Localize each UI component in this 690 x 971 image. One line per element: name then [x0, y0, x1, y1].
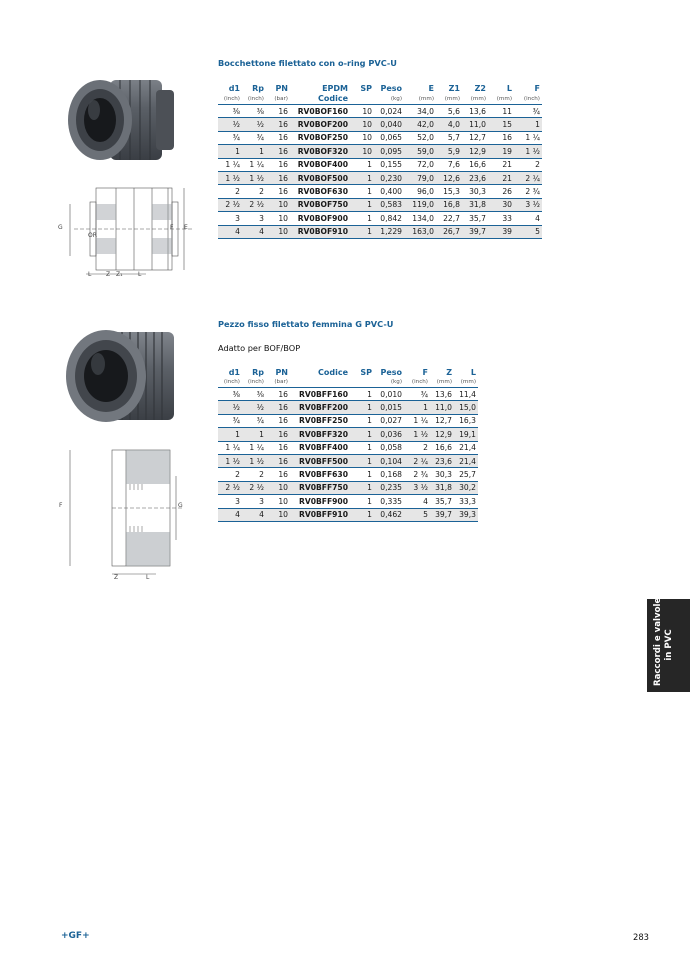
product-code-cell: RV0BFF400 [290, 441, 350, 454]
table-cell: 1 ½ [218, 171, 242, 184]
table-cell: 10 [266, 508, 290, 521]
drawing1-label-e: E [184, 224, 188, 231]
product-code-cell: RV0BOF500 [290, 171, 350, 184]
table-cell: 10 [350, 118, 374, 131]
table-cell: 35,7 [430, 495, 454, 508]
unit-header: (bar) [266, 94, 290, 105]
unit-header: (inch) [242, 94, 266, 105]
table-cell: 16,3 [454, 414, 478, 427]
section1-table [218, 84, 542, 239]
table-cell: ½ [218, 118, 242, 131]
table-cell: 2 [514, 158, 542, 171]
table-cell: 34,0 [404, 105, 436, 118]
table-cell: 35,7 [462, 212, 488, 225]
table-cell: 16 [266, 171, 290, 184]
table-row [218, 212, 542, 225]
table-cell: 21,4 [454, 454, 478, 467]
section2-unit-row [218, 378, 478, 388]
brand-logo: +GF+ [61, 931, 90, 941]
product-code-cell: RV0BFF750 [290, 481, 350, 494]
table-cell: 5 [514, 225, 542, 238]
product-code-cell: RV0BFF320 [290, 428, 350, 441]
page-number: 283 [633, 932, 649, 942]
drawing1-label-l2: L [138, 271, 142, 278]
table-cell: 1 [350, 198, 374, 211]
table-row [218, 185, 542, 198]
table-cell: 0,040 [374, 118, 404, 131]
table-cell: 0,027 [374, 414, 404, 427]
table-cell: 3 [218, 495, 242, 508]
table-cell: 15,0 [454, 401, 478, 414]
unit-header: (mm) [430, 378, 454, 388]
section1-table-container [218, 84, 542, 239]
table-cell: 1 ½ [218, 454, 242, 467]
table-cell: 163,0 [404, 225, 436, 238]
col-header: PN [275, 84, 288, 93]
table-cell: 96,0 [404, 185, 436, 198]
table-cell: 12,9 [462, 145, 488, 158]
table-row [218, 468, 478, 481]
product-code-cell: RV0BOF200 [290, 118, 350, 131]
table-cell: 2 [218, 185, 242, 198]
table-row [218, 158, 542, 171]
product-code-cell: RV0BOF160 [290, 105, 350, 118]
unit-header: (kg) [374, 378, 404, 388]
table-cell: 4 [514, 212, 542, 225]
table-cell: 1 ¼ [242, 158, 266, 171]
table-cell: 1 [242, 145, 266, 158]
table-cell: 1 [350, 468, 374, 481]
table-cell: 5,7 [436, 131, 462, 144]
col-header: Peso [380, 84, 402, 93]
table-cell: 0,230 [374, 171, 404, 184]
table-cell: 4 [218, 225, 242, 238]
table-cell: 30 [488, 198, 514, 211]
col-header: F [534, 84, 540, 93]
section1-unit-row [218, 94, 542, 105]
table-cell: 23,6 [430, 454, 454, 467]
table-cell: ¾ [242, 414, 266, 427]
unit-header: (inch) [404, 378, 430, 388]
table-cell: 1 [350, 388, 374, 401]
product-code-cell: RV0BFF160 [290, 388, 350, 401]
table-cell: 1 [350, 481, 374, 494]
table-cell: 0,065 [374, 131, 404, 144]
product-code-cell: RV0BOF900 [290, 212, 350, 225]
table-row [218, 454, 478, 467]
product-code-cell: RV0BOF750 [290, 198, 350, 211]
table-cell: 4 [218, 508, 242, 521]
col-header: SP [360, 368, 372, 377]
table-cell: 16 [266, 401, 290, 414]
table-cell: 30,3 [462, 185, 488, 198]
table-row [218, 495, 478, 508]
col-header: Codice [317, 368, 348, 377]
table-cell: 1 [350, 454, 374, 467]
table-cell: 31,8 [430, 481, 454, 494]
table-cell: 12,6 [436, 171, 462, 184]
table-cell: ½ [242, 401, 266, 414]
table-cell: 2 ¼ [514, 171, 542, 184]
table-cell: 1 [242, 428, 266, 441]
product-code-cell: RV0BOF250 [290, 131, 350, 144]
table-row [218, 171, 542, 184]
table-cell: 16 [266, 441, 290, 454]
section2-table-container [218, 368, 478, 522]
side-tab-line1: Raccordi e valvole [653, 597, 663, 686]
section2-subtitle: Adatto per BOF/BOP [218, 343, 301, 353]
table-row [218, 508, 478, 521]
table-cell: 1 [350, 212, 374, 225]
table-cell: 4 [242, 225, 266, 238]
table-cell: 11,0 [430, 401, 454, 414]
table-cell: 79,0 [404, 171, 436, 184]
table-cell: 1 [404, 401, 430, 414]
product-code-cell: RV0BOF320 [290, 145, 350, 158]
table-cell: 10 [266, 198, 290, 211]
product-code-cell: RV0BOF630 [290, 185, 350, 198]
table-cell: ¾ [242, 131, 266, 144]
table-cell: ⅜ [218, 105, 242, 118]
unit-header: (bar) [266, 378, 290, 388]
unit-header [350, 94, 374, 105]
table-cell: 10 [266, 481, 290, 494]
table-cell: 21 [488, 158, 514, 171]
table-cell: 2 ¾ [404, 468, 430, 481]
table-cell: 134,0 [404, 212, 436, 225]
table-cell: 10 [266, 225, 290, 238]
table-cell: 11 [488, 105, 514, 118]
table-cell: 2 ¼ [404, 454, 430, 467]
table-cell: ¾ [514, 105, 542, 118]
col-header: L [470, 368, 476, 377]
table-cell: 2 ½ [242, 481, 266, 494]
table-cell: 1 ¼ [404, 414, 430, 427]
col-header: Rp [252, 368, 264, 377]
table-cell: 39 [488, 225, 514, 238]
table-cell: 3 ½ [514, 198, 542, 211]
table-cell: ⅜ [218, 388, 242, 401]
drawing2-label-z: Z [114, 574, 119, 581]
unit-header [290, 378, 350, 388]
unit-header: (kg) [374, 94, 404, 105]
table-cell: 1 [350, 401, 374, 414]
table-cell: 1 ½ [514, 145, 542, 158]
table-cell: 0,462 [374, 508, 404, 521]
table-cell: 0,024 [374, 105, 404, 118]
table-row [218, 428, 478, 441]
table-cell: 30,2 [454, 481, 478, 494]
table-cell: 0,335 [374, 495, 404, 508]
table-cell: 16,6 [462, 158, 488, 171]
unit-header: (mm) [404, 94, 436, 105]
table-cell: 16 [266, 454, 290, 467]
table-cell: 25,7 [454, 468, 478, 481]
table-cell: 72,0 [404, 158, 436, 171]
table-cell: 16 [266, 158, 290, 171]
table-cell: 59,0 [404, 145, 436, 158]
table-cell: 2 ¾ [514, 185, 542, 198]
product-code-cell: RV0BOF400 [290, 158, 350, 171]
col-header: L [506, 84, 512, 93]
table-cell: ¾ [404, 388, 430, 401]
table-cell: 0,168 [374, 468, 404, 481]
table-cell: 0,010 [374, 388, 404, 401]
table-cell: 7,6 [436, 158, 462, 171]
table-cell: 1 [218, 428, 242, 441]
table-cell: 2 [242, 185, 266, 198]
table-cell: 39,7 [430, 508, 454, 521]
table-cell: 10 [350, 145, 374, 158]
drawing1-label-f: F [170, 224, 174, 231]
table-cell: 39,7 [462, 225, 488, 238]
table-row [218, 131, 542, 144]
drawing2-label-g: G [178, 502, 183, 509]
side-tab [647, 599, 690, 692]
table-cell: 0,583 [374, 198, 404, 211]
table-cell: 13,6 [462, 105, 488, 118]
table-cell: 23,6 [462, 171, 488, 184]
table-cell: ½ [218, 401, 242, 414]
col-header: d1 [228, 84, 240, 93]
table-cell: 15,3 [436, 185, 462, 198]
table-cell: ¾ [218, 131, 242, 144]
table-cell: 13,6 [430, 388, 454, 401]
table-cell: ½ [242, 118, 266, 131]
table-cell: 16 [266, 414, 290, 427]
product-code-cell: RV0BFF250 [290, 414, 350, 427]
table-cell: 26,7 [436, 225, 462, 238]
table-cell: 0,155 [374, 158, 404, 171]
unit-header: (inch) [218, 94, 242, 105]
table-row [218, 414, 478, 427]
table-cell: 16 [266, 468, 290, 481]
product-code-cell: RV0BFF200 [290, 401, 350, 414]
drawing1-label-or: OR [88, 232, 97, 239]
col-header: Z2 [474, 84, 486, 93]
table-cell: 26 [488, 185, 514, 198]
table-cell: 1 [218, 145, 242, 158]
table-cell: 2 [404, 441, 430, 454]
table-cell: ⅜ [242, 388, 266, 401]
table-cell: 16 [266, 185, 290, 198]
table-cell: 15 [488, 118, 514, 131]
drawing2-label-l: L [146, 574, 150, 581]
table-cell: 3 [242, 212, 266, 225]
table-cell: 30,3 [430, 468, 454, 481]
table-cell: 1 ½ [404, 428, 430, 441]
section1-header-row [218, 84, 542, 94]
col-header-codice: Codice [290, 94, 350, 105]
section2-header-row [218, 368, 478, 378]
table-row [218, 441, 478, 454]
table-cell: 119,0 [404, 198, 436, 211]
table-cell: 16,8 [436, 198, 462, 211]
col-header: EPDM [322, 84, 348, 93]
table-cell: 1 [514, 118, 542, 131]
section1-title: Bocchettone filettato con o-ring PVC-U [218, 58, 397, 68]
table-cell: 1 [350, 158, 374, 171]
table-cell: 4,0 [436, 118, 462, 131]
table-cell: 1 [350, 414, 374, 427]
unit-header: (mm) [462, 94, 488, 105]
table-cell: 2 ½ [242, 198, 266, 211]
drawing1-label-z: Z [106, 271, 111, 278]
table-cell: 0,015 [374, 401, 404, 414]
table-cell: 52,0 [404, 131, 436, 144]
table-cell: 16 [266, 388, 290, 401]
table-cell: 1,229 [374, 225, 404, 238]
unit-header: (mm) [436, 94, 462, 105]
union-technical-drawing [56, 182, 196, 282]
col-header: E [428, 84, 434, 93]
table-cell: 12,7 [430, 414, 454, 427]
table-cell: 11,4 [454, 388, 478, 401]
table-cell: 5,6 [436, 105, 462, 118]
col-header: Rp [252, 84, 264, 93]
table-cell: 33 [488, 212, 514, 225]
product-code-cell: RV0BFF910 [290, 508, 350, 521]
table-cell: 2 [218, 468, 242, 481]
table-cell: 1 [350, 495, 374, 508]
table-cell: 31,8 [462, 198, 488, 211]
table-cell: 16 [266, 105, 290, 118]
table-cell: 1 [350, 171, 374, 184]
product-code-cell: RV0BFF630 [290, 468, 350, 481]
section2-title: Pezzo fisso filettato femmina G PVC-U [218, 319, 394, 329]
table-cell: 1 ¼ [218, 158, 242, 171]
section2-table [218, 368, 478, 522]
table-row [218, 145, 542, 158]
table-cell: 2 ½ [218, 481, 242, 494]
table-cell: 10 [266, 495, 290, 508]
col-header: Z [446, 368, 452, 377]
table-cell: 2 [242, 468, 266, 481]
col-header: F [422, 368, 428, 377]
table-cell: 16 [266, 118, 290, 131]
table-cell: 21,4 [454, 441, 478, 454]
table-cell: 16,6 [430, 441, 454, 454]
table-cell: 10 [350, 131, 374, 144]
table-row [218, 118, 542, 131]
col-header: Peso [380, 368, 402, 377]
drawing2-label-f: F [59, 502, 63, 509]
table-cell: 1 [350, 185, 374, 198]
table-row [218, 481, 478, 494]
table-cell: 0,058 [374, 441, 404, 454]
table-cell: 16 [266, 145, 290, 158]
unit-header: (inch) [218, 378, 242, 388]
table-cell: 10 [266, 212, 290, 225]
table-cell: 21 [488, 171, 514, 184]
col-header: PN [275, 368, 288, 377]
table-cell: 2 ½ [218, 198, 242, 211]
table-cell: 3 ½ [404, 481, 430, 494]
table-cell: 3 [218, 212, 242, 225]
table-cell: ¾ [218, 414, 242, 427]
table-cell: 19,1 [454, 428, 478, 441]
table-cell: 0,104 [374, 454, 404, 467]
table-cell: ⅜ [242, 105, 266, 118]
col-header: d1 [228, 368, 240, 377]
product-code-cell: RV0BFF500 [290, 454, 350, 467]
table-cell: 1 [350, 508, 374, 521]
table-cell: 1 ¼ [514, 131, 542, 144]
table-cell: 39,3 [454, 508, 478, 521]
table-cell: 1 [350, 441, 374, 454]
product-code-cell: RV0BFF900 [290, 495, 350, 508]
table-cell: 33,3 [454, 495, 478, 508]
female-end-photo [58, 324, 188, 428]
table-cell: 16 [266, 428, 290, 441]
unit-header: (inch) [242, 378, 266, 388]
table-cell: 1 [350, 428, 374, 441]
drawing1-label-g: G [58, 224, 63, 231]
table-cell: 16 [488, 131, 514, 144]
table-row [218, 198, 542, 211]
table-cell: 0,400 [374, 185, 404, 198]
drawing1-label-l1: L [88, 271, 92, 278]
table-cell: 1 ½ [242, 171, 266, 184]
side-tab-line2: in PVC [664, 629, 674, 661]
table-cell: 10 [350, 105, 374, 118]
table-cell: 19 [488, 145, 514, 158]
table-cell: 0,036 [374, 428, 404, 441]
unit-header: (mm) [488, 94, 514, 105]
table-row [218, 225, 542, 238]
table-cell: 0,095 [374, 145, 404, 158]
table-cell: 5 [404, 508, 430, 521]
table-row [218, 105, 542, 118]
unit-header: (mm) [454, 378, 478, 388]
col-header: Z1 [448, 84, 460, 93]
table-cell: 3 [242, 495, 266, 508]
table-cell: 1 ½ [242, 454, 266, 467]
table-cell: 1 ¼ [242, 441, 266, 454]
table-cell: 1 ¼ [218, 441, 242, 454]
unit-header [350, 378, 374, 388]
table-cell: 5,9 [436, 145, 462, 158]
table-cell: 12,9 [430, 428, 454, 441]
unit-header: (inch) [514, 94, 542, 105]
table-cell: 4 [242, 508, 266, 521]
table-cell: 12,7 [462, 131, 488, 144]
col-header: SP [360, 84, 372, 93]
drawing1-label-z1: Z₁ [116, 271, 123, 278]
table-cell: 1 [350, 225, 374, 238]
product-code-cell: RV0BOF910 [290, 225, 350, 238]
table-cell: 11,0 [462, 118, 488, 131]
table-row [218, 401, 478, 414]
table-cell: 4 [404, 495, 430, 508]
table-row [218, 388, 478, 401]
table-cell: 42,0 [404, 118, 436, 131]
union-photo [60, 70, 178, 170]
table-cell: 16 [266, 131, 290, 144]
table-cell: 0,842 [374, 212, 404, 225]
table-cell: 22,7 [436, 212, 462, 225]
female-end-technical-drawing [56, 440, 196, 582]
table-cell: 0,235 [374, 481, 404, 494]
